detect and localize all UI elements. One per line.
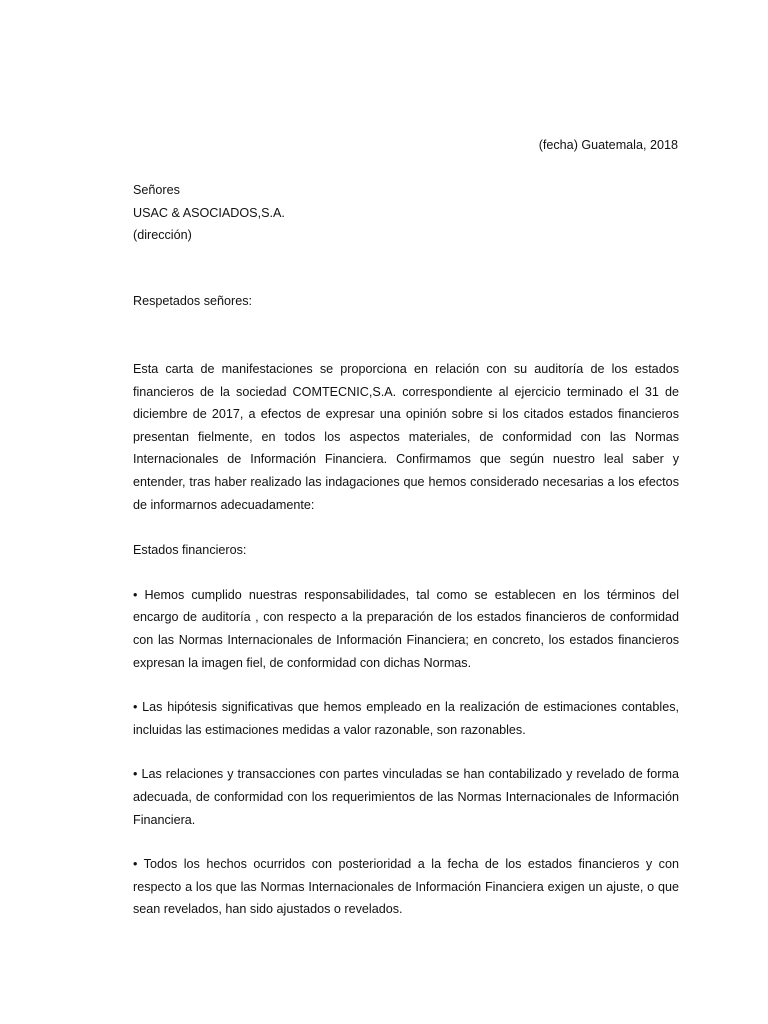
recipient-company: USAC & ASOCIADOS,S.A. [133, 205, 285, 220]
recipient-block [133, 179, 285, 247]
letter-body [133, 358, 679, 921]
salutation: Respetados señores: [133, 294, 253, 308]
date-line: (fecha) Guatemala, 2018 [538, 138, 678, 152]
recipient-title: Señores [133, 183, 180, 197]
section-title: Estados financieros: [133, 543, 247, 558]
bullet-paragraph: • Todos los hechos ocurridos con posterioridad a la fecha de los estados financieros y con respecto a los que las Normas Internacionales de Información Financiera exigen un ajuste, o que sean revelados, han sido ajustados o revelados. [133, 857, 679, 917]
recipient-address: (dirección) [133, 228, 192, 242]
bullet-paragraph: • Hemos cumplido nuestras responsabilidades, tal como se establecen en los términos del encargo de auditoría , con respecto a la preparación de los estados financieros de conformidad con las Normas Internacionales de Información Financiera; en concreto, los estados financieros expresan la imagen fiel, de conformidad con dichas Normas. [133, 587, 679, 670]
bullet-paragraph: • Las hipótesis significativas que hemos empleado en la realización de estimaciones contables, incluidas las estimaciones medidas a valor razonable, son razonables. [133, 700, 679, 737]
intro-paragraph: Esta carta de manifestaciones se proporciona en relación con su auditoría de los estados financieros de la sociedad COMTECNIC,S.A. correspondiente al ejercicio terminado el 31 de diciembre de 2017, a efectos de expresar una opinión sobre si los citados estados financieros presentan fielmente, en todos los aspectos materiales, de conformidad con las Normas Internacionales de Información Financiera. Confirmamos que según nuestro leal saber y entender, tras haber realizado las indagaciones que hemos considerado necesarias a los efectos de informarnos adecuadamente: [133, 362, 679, 512]
bullet-paragraph: • Las relaciones y transacciones con partes vinculadas se han contabilizado y revelado de forma adecuada, de conformidad con los requerimientos de las Normas Internacionales de Información Financiera. [133, 767, 679, 827]
